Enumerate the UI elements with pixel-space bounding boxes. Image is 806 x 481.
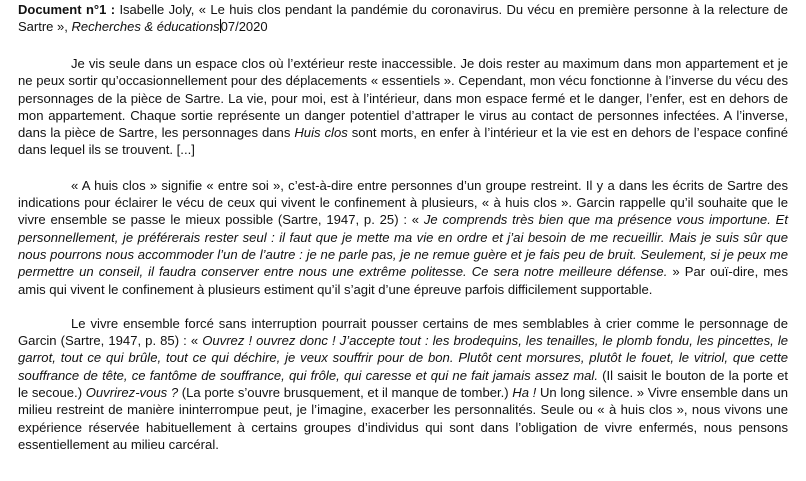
paragraph-3: [18, 315, 788, 453]
paragraph-3-text-b: Un long silence. » Vivre ensemble dans un milieu restreint de manière ininterrompue peut, je l’imagine, exacerber les personnalités. Seule ou « à huis clos », nous vivons une expérience réservée habituellement à certains groupes d’individus qui sont dans l’obligation de vivre enfermés, nous pensons essentiellement au milieu carcéral.: [18, 385, 788, 452]
play-title: Huis clos: [294, 125, 348, 141]
paragraph-2-text-b: » Par ouï-dire, mes amis qui vivent le confinement à plusieurs estiment qu’il s’agit d’une épreuve parfois difficilement supportable.: [18, 264, 789, 297]
paragraph-3-quote-c: Ha !: [512, 385, 537, 401]
paragraph-3-text-a: Le vivre ensemble forcé sans interruption pourrait pousser certains de mes semblables à crier comme le personnage de Garcin (Sartre, 1947, p. 85) : «: [18, 315, 788, 349]
paragraph-3-quote-b: Ouvrirez-vous ?: [85, 385, 179, 401]
document-header: [18, 0, 788, 35]
paragraph-2: [18, 177, 788, 298]
document-label: Document n°1 :: [18, 2, 116, 17]
citation-text: Isabelle Joly, « Le huis clos pendant la pandémie du coronavirus. Du vécu en première personne à la relecture de Sartre »,: [18, 2, 788, 34]
journal-name: Recherches & éducations: [71, 19, 220, 34]
paragraph-2-text-a: « A huis clos » signifie « entre soi », c’est-à-dire entre personnes d’un groupe restreint. Il y a dans les écrits de Sartre des indications pour éclairer le vécu de ceux qui vivent le confinement à plusieurs, « à huis clos ». Garcin rappelle qu’il souhaite que le vivre ensemble se passe le mieux possible (Sartre, 1947, p. 25) : «: [18, 177, 788, 228]
citation-date: 07/2020: [220, 19, 268, 34]
paragraph-3-stage-b: (La porte s’ouvre brusquement, et il manque de tomber.): [178, 385, 513, 401]
paragraph-1: [18, 55, 788, 159]
paragraph-3-stage-a: (Il saisit le bouton de la porte et le secoue.): [18, 367, 788, 401]
paragraph-2-quote: Je comprends très bien que ma présence vous importune. Et personnellement, je préférerais rester seul : il faut que je mette ma vie en ordre et j’ai besoin de me recueillir. Mais je suis sûr que nous pourrons nous accommoder l’un de l’autre : je ne parle pas, je ne remue guère et je fais peu de bruit. Seulement, si je peux me permettre un conseil, il faudra conserver entre nous une extrême politesse. Ce sera notre meilleure défense.: [18, 212, 789, 280]
paragraph-3-quote-a: Ouvrez ! ouvrez donc ! J’accepte tout : les brodequins, les tenailles, le plomb fondu, les pincettes, le garrot, tout ce qui brûle, tout ce qui déchire, je veux souffrir pour de bon. Plutôt cent morsures, plutôt le fouet, le vitriol, que cette souffrance de tête, ce fantôme de souffrance, qui frôle, qui caresse et qui ne fait jamais assez mal.: [18, 333, 789, 383]
paragraph-1-text-a: Je vis seule dans un espace clos où l’extérieur reste inaccessible. Je dois rester au maximum dans mon appartement et je ne peux sortir qu’occasionnellement pour des déplacements « essentiels ». Cependant, mon vécu fonctionne à l’inverse du vécu des personnages de la pièce de Sartre. La vie, pour moi, est à l’intérieur, dans mon espace fermé et le danger, l’enfer, est en dehors de mon appartement. Chaque sortie représente un danger potentiel d’attraper le virus au contact de personnes infectées. A l’inverse, dans la pièce de Sartre, les personnages dans: [18, 56, 788, 141]
paragraph-1-text-b: sont morts, en enfer à l’intérieur et la vie est en dehors de l’espace confiné dans lequel ils se trouvent. [...]: [18, 125, 788, 158]
